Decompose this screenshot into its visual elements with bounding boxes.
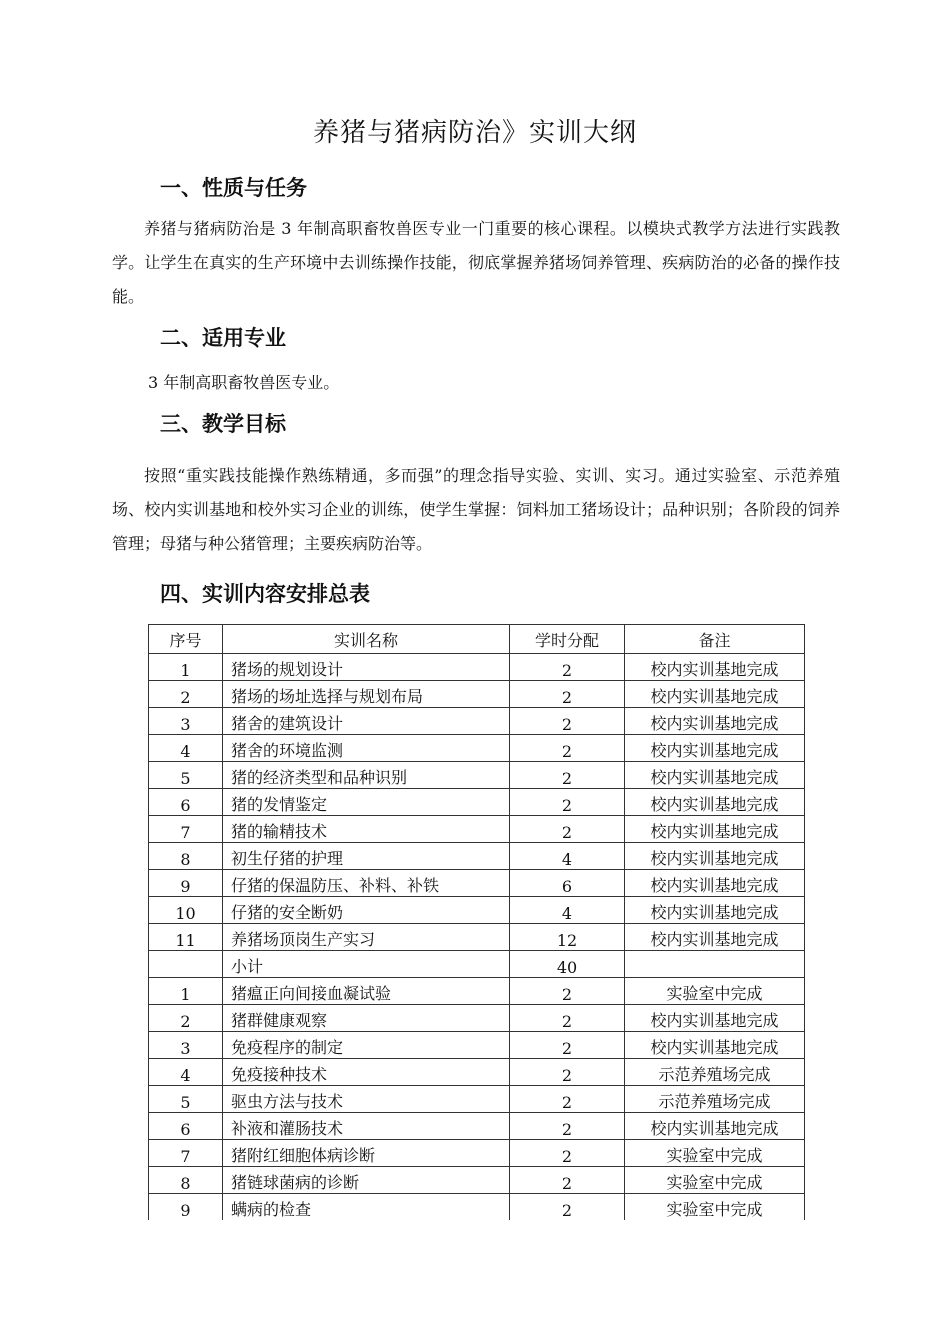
header-number: 序号 [149, 625, 223, 654]
cell-hours: 2 [510, 654, 625, 681]
header-hours: 学时分配 [510, 625, 625, 654]
cell-name: 猪的经济类型和品种识别 [223, 762, 510, 789]
cell-name: 驱虫方法与技术 [223, 1086, 510, 1113]
cell-name: 补液和灌肠技术 [223, 1113, 510, 1140]
table-row [149, 1194, 805, 1221]
cell-name: 仔猪的安全断奶 [223, 897, 510, 924]
cell-note: 校内实训基地完成 [625, 897, 805, 924]
cell-hours: 2 [510, 978, 625, 1005]
cell-number: 7 [149, 816, 223, 843]
cell-hours: 2 [510, 762, 625, 789]
cell-name: 养猪场顶岗生产实习 [223, 924, 510, 951]
section-text-major: 3 年制高职畜牧兽医专业。 [148, 373, 340, 392]
cell-number: 6 [149, 789, 223, 816]
section-text-goals: 按照“重实践技能操作熟练精通，多而强”的理念指导实验、实训、实习。通过实验室、示范养殖场、校内实训基地和校外实习企业的训练，使学生掌握：饲料加工猪场设计；品种识别；各阶段的饲养管理；母猪与种公猪管理；主要疾病防治等。 [112, 466, 840, 553]
cell-hours: 4 [510, 843, 625, 870]
table-row [149, 843, 805, 870]
cell-number: 11 [149, 924, 223, 951]
cell-note: 校内实训基地完成 [625, 924, 805, 951]
cell-name: 猪场的场址选择与规划布局 [223, 681, 510, 708]
cell-hours: 2 [510, 1194, 625, 1221]
cell-note: 校内实训基地完成 [625, 1005, 805, 1032]
cell-number: 1 [149, 978, 223, 1005]
cell-hours: 2 [510, 1059, 625, 1086]
cell-hours: 2 [510, 789, 625, 816]
cell-number: 4 [149, 735, 223, 762]
cell-note: 实验室中完成 [625, 1167, 805, 1194]
table-row [149, 816, 805, 843]
table-row [149, 924, 805, 951]
table-row [149, 1167, 805, 1194]
cell-note: 校内实训基地完成 [625, 1113, 805, 1140]
cell-number: 9 [149, 870, 223, 897]
page-title: 养猪与猪病防治》实训大纲 [312, 118, 637, 148]
cell-name: 猪舍的环境监测 [223, 735, 510, 762]
table-row [149, 978, 805, 1005]
section-heading-nature: 一、性质与任务 [160, 176, 307, 200]
section-heading-schedule: 四、实训内容安排总表 [160, 582, 370, 606]
cell-note: 实验室中完成 [625, 978, 805, 1005]
cell-hours: 12 [510, 924, 625, 951]
cell-name: 免疫程序的制定 [223, 1032, 510, 1059]
cell-number: 3 [149, 708, 223, 735]
cell-note: 校内实训基地完成 [625, 735, 805, 762]
cell-name: 猪场的规划设计 [223, 654, 510, 681]
cell-note: 示范养殖场完成 [625, 1059, 805, 1086]
cell-name: 猪瘟正向间接血凝试验 [223, 978, 510, 1005]
cell-note: 校内实训基地完成 [625, 1032, 805, 1059]
cell-name: 猪群健康观察 [223, 1005, 510, 1032]
table-row [149, 654, 805, 681]
cell-note [625, 951, 805, 978]
table-row [149, 1005, 805, 1032]
cell-hours: 2 [510, 1086, 625, 1113]
cell-number: 10 [149, 897, 223, 924]
cell-name: 初生仔猪的护理 [223, 843, 510, 870]
cell-hours: 2 [510, 681, 625, 708]
header-note: 备注 [625, 625, 805, 654]
cell-hours: 2 [510, 1167, 625, 1194]
table-row [149, 897, 805, 924]
cell-hours: 2 [510, 816, 625, 843]
cell-hours: 2 [510, 1140, 625, 1167]
cell-note: 实验室中完成 [625, 1194, 805, 1221]
cell-hours: 6 [510, 870, 625, 897]
cell-note: 校内实训基地完成 [625, 654, 805, 681]
cell-hours: 2 [510, 1032, 625, 1059]
cell-number: 9 [149, 1194, 223, 1221]
header-name: 实训名称 [223, 625, 510, 654]
table-row [149, 735, 805, 762]
cell-number: 2 [149, 1005, 223, 1032]
cell-hours: 2 [510, 735, 625, 762]
training-schedule-table [148, 624, 805, 1220]
table-row [149, 681, 805, 708]
cell-number: 4 [149, 1059, 223, 1086]
cell-name: 猪的输精技术 [223, 816, 510, 843]
table-header-row [149, 625, 805, 654]
cell-number: 8 [149, 1167, 223, 1194]
cell-note: 校内实训基地完成 [625, 870, 805, 897]
cell-hours: 4 [510, 897, 625, 924]
cell-name: 螨病的检查 [223, 1194, 510, 1221]
cell-note: 示范养殖场完成 [625, 1086, 805, 1113]
section-heading-goals: 三、教学目标 [160, 412, 286, 436]
cell-number: 8 [149, 843, 223, 870]
cell-number: 1 [149, 654, 223, 681]
section-text-nature: 养猪与猪病防治是 3 年制高职畜牧兽医专业一门重要的核心课程。以模块式教学方法进行实践教学。让学生在真实的生产环境中去训练操作技能，彻底掌握养猪场饲养管理、疾病防治的必备的操作技能。 [112, 219, 840, 306]
cell-hours: 2 [510, 1005, 625, 1032]
table-row [149, 762, 805, 789]
table-row [149, 1032, 805, 1059]
cell-name: 猪附红细胞体病诊断 [223, 1140, 510, 1167]
cell-number: 3 [149, 1032, 223, 1059]
cell-number: 5 [149, 1086, 223, 1113]
cell-note: 校内实训基地完成 [625, 762, 805, 789]
cell-name: 猪的发情鉴定 [223, 789, 510, 816]
cell-name: 猪链球菌病的诊断 [223, 1167, 510, 1194]
cell-hours: 2 [510, 708, 625, 735]
cell-name: 猪舍的建筑设计 [223, 708, 510, 735]
table-row [149, 1086, 805, 1113]
cell-number: 7 [149, 1140, 223, 1167]
cell-number [149, 951, 223, 978]
table-row [149, 1140, 805, 1167]
cell-number: 5 [149, 762, 223, 789]
table-row [149, 789, 805, 816]
cell-name: 免疫接种技术 [223, 1059, 510, 1086]
section-heading-major: 二、适用专业 [160, 326, 286, 350]
table-row [149, 1113, 805, 1140]
cell-note: 校内实训基地完成 [625, 708, 805, 735]
table-row [149, 708, 805, 735]
cell-hours: 40 [510, 951, 625, 978]
table-row [149, 1059, 805, 1086]
cell-note: 校内实训基地完成 [625, 681, 805, 708]
cell-note: 实验室中完成 [625, 1140, 805, 1167]
table-row [149, 870, 805, 897]
cell-note: 校内实训基地完成 [625, 843, 805, 870]
cell-name: 小计 [223, 951, 510, 978]
cell-note: 校内实训基地完成 [625, 789, 805, 816]
table-row [149, 951, 805, 978]
cell-number: 2 [149, 681, 223, 708]
cell-hours: 2 [510, 1113, 625, 1140]
cell-number: 6 [149, 1113, 223, 1140]
cell-note: 校内实训基地完成 [625, 816, 805, 843]
cell-name: 仔猪的保温防压、补料、补铁 [223, 870, 510, 897]
